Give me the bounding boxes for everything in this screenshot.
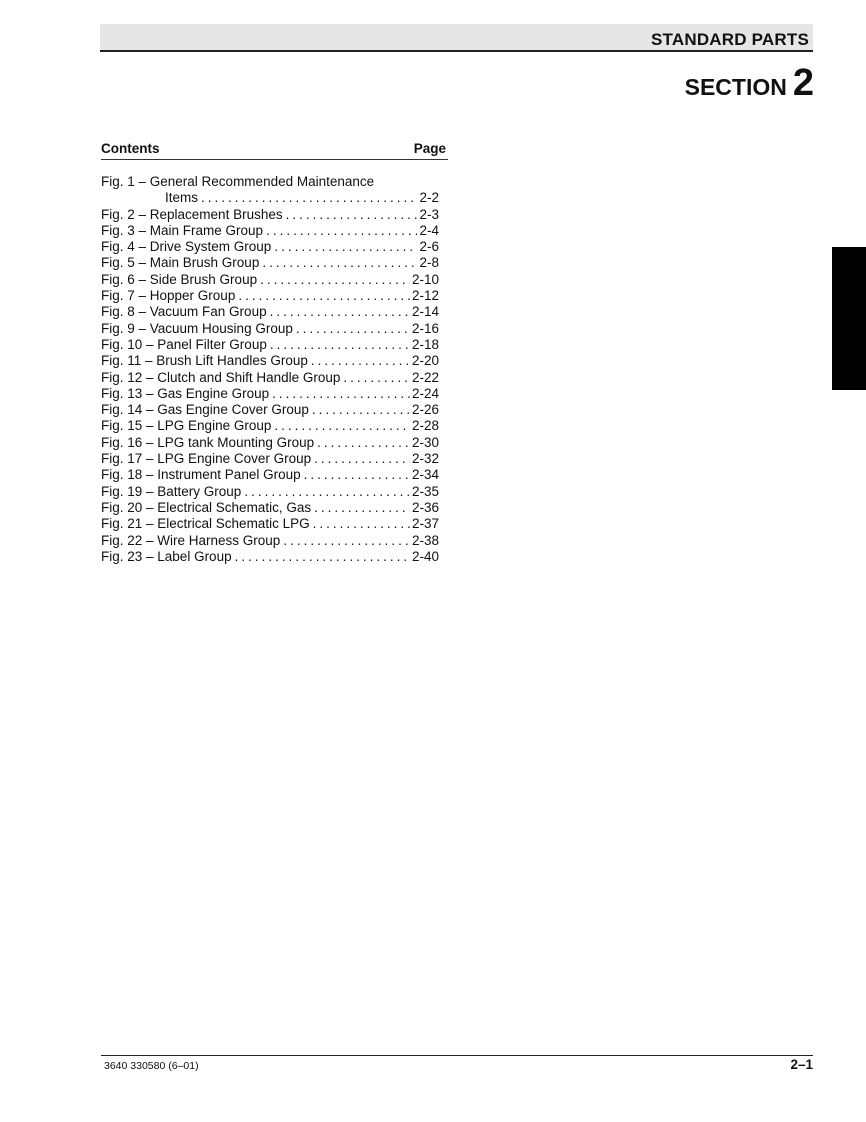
toc-leader-dots <box>343 370 410 386</box>
toc-entry-page: 2-28 <box>411 418 439 434</box>
toc-entry-page: 2-40 <box>411 548 439 564</box>
toc-entry-page: 2-36 <box>411 499 439 515</box>
toc-entry-label: Fig. 10 – Panel Filter Group <box>101 336 267 352</box>
toc-header <box>101 141 448 160</box>
toc-entry[interactable] <box>101 418 439 434</box>
toc-entry-label: Fig. 17 – LPG Engine Cover Group <box>101 451 312 467</box>
toc-entry-page: 2-37 <box>411 516 439 532</box>
toc-leader-dots <box>274 239 417 255</box>
toc-entry-label: Fig. 22 – Wire Harness Group <box>101 532 281 548</box>
toc-entry-label: Fig. 3 – Main Frame Group <box>101 222 264 238</box>
toc-entry[interactable] <box>101 549 439 565</box>
toc-entry-label: Fig. 19 – Battery Group <box>101 483 242 499</box>
toc-entry-label: Fig. 15 – LPG Engine Group <box>101 418 272 434</box>
toc-entry-page: 2-6 <box>419 239 439 255</box>
toc-entry-page: 2-10 <box>411 271 439 287</box>
toc-leader-dots <box>238 288 410 304</box>
toc-entry-page: 2-16 <box>411 320 439 336</box>
toc-entry-label: Fig. 13 – Gas Engine Group <box>101 385 270 401</box>
toc-entry-label: Fig. 9 – Vacuum Housing Group <box>101 320 293 336</box>
toc-leader-dots <box>201 190 417 206</box>
toc-entry[interactable] <box>101 370 439 386</box>
toc-entry[interactable] <box>101 321 439 337</box>
toc-entry[interactable] <box>101 304 439 320</box>
toc-entry-page: 2-14 <box>411 304 439 320</box>
toc-entry-page: 2-35 <box>411 483 439 499</box>
section-thumb-tab <box>832 247 866 390</box>
toc-entry-label: Fig. 7 – Hopper Group <box>101 288 236 304</box>
toc-entry-label: Fig. 14 – Gas Engine Cover Group <box>101 402 309 418</box>
toc-leader-dots <box>313 516 410 532</box>
toc-entry-label: Fig. 1 – General Recommended Maintenance <box>101 174 375 189</box>
toc-entry[interactable] <box>101 174 439 190</box>
toc-leader-dots <box>283 533 410 549</box>
toc-entry[interactable] <box>101 484 439 500</box>
toc-entry-label: Fig. 21 – Electrical Schematic LPG <box>101 516 310 532</box>
toc-entry[interactable] <box>101 353 439 369</box>
section-number: 2 <box>792 62 814 104</box>
toc-leader-dots <box>274 418 410 434</box>
toc-entry-label: Fig. 11 – Brush Lift Handles Group <box>101 353 308 369</box>
toc-entry-page: 2-22 <box>411 369 439 385</box>
toc-entry-label: Fig. 4 – Drive System Group <box>101 239 272 255</box>
footer-rule <box>101 1055 813 1056</box>
toc-leader-dots <box>296 321 410 337</box>
toc-leader-dots <box>272 386 410 402</box>
toc-entry-page: 2-18 <box>411 336 439 352</box>
toc-entry[interactable] <box>101 451 439 467</box>
toc-entry-page: 2-8 <box>419 255 439 271</box>
toc-leader-dots <box>266 223 417 239</box>
toc-contents-heading: Contents <box>101 141 160 156</box>
page-header-title: STANDARD PARTS <box>651 30 809 49</box>
toc-entry-page: 2-4 <box>419 222 439 238</box>
toc-entry[interactable] <box>101 239 439 255</box>
toc-leader-dots <box>311 353 410 369</box>
toc-leader-dots <box>304 467 410 483</box>
toc-entry-page: 2-12 <box>411 288 439 304</box>
toc-entry[interactable] <box>101 288 439 304</box>
toc-entry[interactable] <box>101 516 439 532</box>
toc-entry[interactable] <box>101 337 439 353</box>
toc-entry[interactable] <box>101 223 439 239</box>
toc-leader-dots <box>312 402 410 418</box>
toc-entry-label: Items <box>165 190 199 206</box>
toc-entry-page: 2-2 <box>419 190 439 206</box>
toc-entry[interactable] <box>101 467 439 483</box>
toc-entry-page: 2-32 <box>411 451 439 467</box>
toc-entry-label: Fig. 20 – Electrical Schematic, Gas <box>101 499 312 515</box>
toc-leader-dots <box>314 451 410 467</box>
toc-entry[interactable] <box>101 207 439 223</box>
toc-entry-page: 2-38 <box>411 532 439 548</box>
toc-entry[interactable] <box>101 255 439 271</box>
toc-list <box>101 174 439 565</box>
footer-doc-number: 3640 330580 (6–01) <box>104 1060 199 1072</box>
toc-entry-label: Fig. 8 – Vacuum Fan Group <box>101 304 267 320</box>
toc-entry-label: Fig. 16 – LPG tank Mounting Group <box>101 434 315 450</box>
toc-leader-dots <box>270 304 410 320</box>
toc-entry[interactable] <box>101 435 439 451</box>
toc-leader-dots <box>235 549 410 565</box>
toc-entry-label: Fig. 12 – Clutch and Shift Handle Group <box>101 369 341 385</box>
toc-entry-label: Fig. 23 – Label Group <box>101 548 232 564</box>
toc-entry[interactable] <box>101 500 439 516</box>
toc-entry[interactable] <box>101 272 439 288</box>
toc-leader-dots <box>314 500 410 516</box>
toc-entry-label: Fig. 5 – Main Brush Group <box>101 255 260 271</box>
toc-entry-page: 2-26 <box>411 402 439 418</box>
toc-entry-page: 2-30 <box>411 434 439 450</box>
toc-leader-dots <box>260 272 410 288</box>
toc-leader-dots <box>244 484 410 500</box>
toc-entry-page: 2-34 <box>411 467 439 483</box>
toc-entry[interactable] <box>101 386 439 402</box>
toc-entry-label: Fig. 18 – Instrument Panel Group <box>101 467 301 483</box>
toc-entry-continuation[interactable] <box>101 190 439 206</box>
header-bar <box>100 24 813 52</box>
toc-entry-label: Fig. 2 – Replacement Brushes <box>101 206 283 222</box>
toc-leader-dots <box>270 337 410 353</box>
toc-leader-dots <box>262 255 417 271</box>
toc-page-heading: Page <box>413 141 446 156</box>
toc-entry-page: 2-3 <box>419 206 439 222</box>
toc-entry-page: 2-24 <box>411 385 439 401</box>
toc-leader-dots <box>286 207 418 223</box>
section-heading <box>685 62 814 105</box>
toc-entry[interactable] <box>101 533 439 549</box>
toc-entry[interactable] <box>101 402 439 418</box>
footer-page-number: 2–1 <box>790 1057 813 1072</box>
toc-leader-dots <box>317 435 410 451</box>
toc-entry-label: Fig. 6 – Side Brush Group <box>101 271 258 287</box>
toc-entry-page: 2-20 <box>411 353 439 369</box>
section-word: SECTION <box>684 74 787 100</box>
